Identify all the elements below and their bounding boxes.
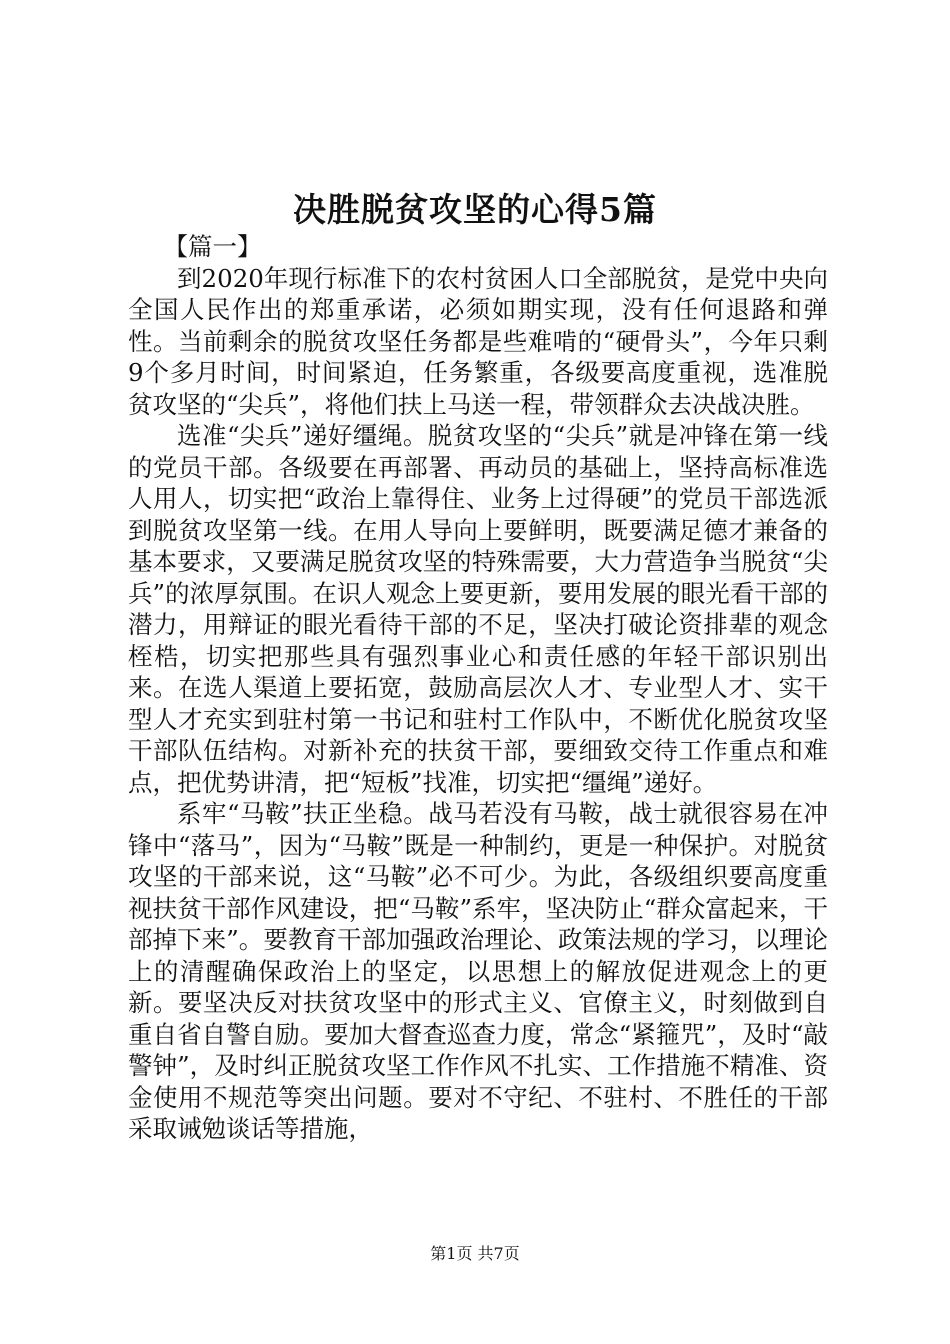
document-title: 决胜脱贫攻坚的心得5篇 — [293, 190, 657, 229]
paragraph-2: 选准“尖兵”递好缰绳。脱贫攻坚的“尖兵”就是冲锋在第一线的党员干部。各级要在再部署、再动员的基础上，坚持高标准选人用人，切实把“政治上靠得住、业务上过得硬”的党员干部选派到脱贫攻坚第一线。在用人导向上要鲜明，既要满足德才兼备的基本要求，又要满足脱贫攻坚的特殊需要，大力营造争当脱贫“尖兵”的浓厚氛围。在识人观念上要更新，要用发展的眼光看干部的潜力，用辩证的眼光看待干部的不足，坚决打破论资排辈的观念桎梏，切实把那些具有强烈事业心和责任感的年轻干部识别出来。在选人渠道上要拓宽，鼓励高层次人才、专业型人才、实干型人才充实到驻村第一书记和驻村工作队中，不断优化脱贫攻坚干部队伍结构。对新补充的扶贫干部，要细致交待工作重点和难点，把优势讲清，把“短板”找准，切实把“缰绳”递好。 — [128, 421, 828, 797]
paragraph-1: 到2020年现行标准下的农村贫困人口全部脱贫，是党中央向全国人民作出的郑重承诺，必须如期实现，没有任何退路和弹性。当前剩余的脱贫攻坚任务都是些难啃的“硬骨头”，今年只剩9个多月时间，时间紧迫，任务繁重，各级要高度重视，选准脱贫攻坚的“尖兵”，将他们扶上马送一程，带领群众去决战决胜。 — [128, 263, 828, 419]
paragraph-3: 系牢“马鞍”扶正坐稳。战马若没有马鞍，战士就很容易在冲锋中“落马”，因为“马鞍”既是一种制约，更是一种保护。对脱贫攻坚的干部来说，这“马鞍”必不可少。为此，各级组织要高度重视扶贫干部作风建设，把“马鞍”系牢，坚决防止“群众富起来，干部掉下来”。要教育干部加强政治理论、政策法规的学习，以理论上的清醒确保政治上的坚定，以思想上的解放促进观念上的更新。要坚决反对扶贫攻坚中的形式主义、官僚主义，时刻做到自重自省自警自励。要加大督查巡查力度，常念“紧箍咒”，及时“敲警钟”，及时纠正脱贫攻坚工作作风不扎实、工作措施不精准、资金使用不规范等突出问题。要对不守纪、不驻村、不胜任的干部采取诫勉谈话等措施， — [128, 799, 828, 1143]
section-heading: 【篇一】 — [163, 232, 262, 261]
document-body — [128, 231, 828, 1145]
page-footer: 第1页 共7页 — [430, 1244, 520, 1263]
